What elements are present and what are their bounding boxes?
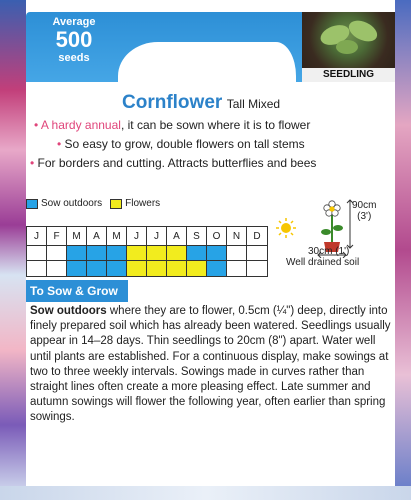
sowing-calendar [26, 226, 268, 277]
calendar-cell [207, 246, 226, 261]
calendar-month-label: J [127, 227, 146, 246]
seed-count-badge [36, 12, 112, 78]
calendar-cell [27, 246, 46, 261]
instructions-text: where they are to flower, 0.5cm (¼") deep, directly into finely prepared soil which has already been watered. Seedlings usually appear in 14–28 days. Thin seedlings to 20cm (8") apart. Water well until plants are established. For a continuous display, make sowings at two to three weekly intervals. Sowings made in curves rather than straight lines often create a more pleasing effect. Late summer and autumn sowings will flower the following year, often earlier than spring sowings. [30, 305, 391, 424]
spread-label: 30cm (1') [308, 246, 350, 257]
calendar-cell [107, 246, 126, 261]
calendar-cell [187, 261, 206, 276]
legend-sow-label: Sow outdoors [41, 198, 103, 209]
packet-bottom-edge [0, 486, 411, 500]
calendar-month-col [107, 227, 127, 276]
plant-size-diagram [272, 198, 394, 288]
legend-flowers [110, 198, 160, 209]
badge-label-top: Average [52, 16, 96, 28]
calendar-month-col [67, 227, 87, 276]
calendar-cell [47, 261, 66, 276]
product-title [122, 92, 280, 114]
calendar-cell [227, 261, 246, 276]
sow-swatch [26, 199, 38, 209]
bullet-icon: • [34, 118, 39, 132]
calendar-cell [87, 246, 106, 261]
flower-border-left [0, 0, 26, 500]
calendar-month-col [227, 227, 247, 276]
height-metric: 90cm [352, 200, 377, 211]
calendar-month-label: O [207, 227, 226, 246]
leaf-icon [336, 40, 358, 54]
calendar-cell [107, 261, 126, 276]
feature-list [30, 116, 392, 173]
calendar-month-label: M [67, 227, 86, 246]
soil-label: Well drained soil [286, 257, 360, 268]
feature-item [30, 154, 392, 173]
calendar-month-label: J [147, 227, 166, 246]
feature-item [30, 135, 392, 154]
calendar-month-label: N [227, 227, 246, 246]
calendar-cell [127, 261, 146, 276]
calendar-month-label: A [87, 227, 106, 246]
calendar-month-col [187, 227, 207, 276]
bullet-icon: • [57, 137, 62, 151]
seedling-label: SEEDLING [302, 68, 395, 82]
calendar-month-col [127, 227, 147, 276]
calendar-month-col [167, 227, 187, 276]
feature-text: For borders and cutting. Attracts butterflies and bees [37, 156, 317, 170]
calendar-cell [27, 261, 46, 276]
calendar-month-col [207, 227, 227, 276]
seed-count: 500 [55, 27, 93, 52]
badge-label-bottom: seeds [58, 52, 90, 64]
calendar-month-label: J [27, 227, 46, 246]
calendar-month-col [87, 227, 107, 276]
feature-text: So easy to grow, double flowers on tall stems [64, 137, 305, 151]
calendar-cell [67, 261, 86, 276]
legend-sow [26, 198, 102, 209]
bullet-icon: • [30, 156, 35, 170]
legend-flowers-label: Flowers [125, 198, 161, 209]
calendar-cell [147, 261, 166, 276]
sun-icon [276, 218, 296, 238]
height-label [352, 200, 376, 222]
calendar-month-label: F [47, 227, 66, 246]
calendar-cell [127, 246, 146, 261]
calendar-cell [247, 261, 267, 276]
calendar-month-label: M [107, 227, 126, 246]
flower-icon [321, 201, 343, 252]
calendar-cell [207, 261, 226, 276]
top-band-curve [118, 42, 296, 82]
calendar-cell [187, 246, 206, 261]
calendar-legend [26, 198, 168, 209]
calendar-month-col [247, 227, 267, 276]
flowers-swatch [110, 199, 122, 209]
calendar-cell [87, 261, 106, 276]
feature-item [30, 116, 392, 135]
sow-grow-heading: To Sow & Grow [26, 280, 128, 302]
feature-highlight: A hardy annual [40, 118, 121, 132]
calendar-cell [247, 246, 267, 261]
calendar-cell [167, 261, 186, 276]
seedling-photo [302, 12, 395, 82]
feature-text: , it can be sown where it is to flower [120, 118, 311, 132]
calendar-month-label: S [187, 227, 206, 246]
plant-name: Cornflower [122, 92, 223, 113]
calendar-cell [167, 246, 186, 261]
calendar-cell [67, 246, 86, 261]
calendar-month-col [47, 227, 67, 276]
calendar-cell [147, 246, 166, 261]
height-imperial: (3') [357, 211, 372, 222]
calendar-cell [47, 246, 66, 261]
sowing-instructions [30, 304, 392, 426]
variety-name: Tall Mixed [226, 97, 281, 111]
calendar-month-col [147, 227, 167, 276]
calendar-month-label: A [167, 227, 186, 246]
calendar-cell [227, 246, 246, 261]
calendar-month-col [27, 227, 47, 276]
calendar-month-label: D [247, 227, 267, 246]
instructions-lead: Sow outdoors [30, 305, 107, 317]
seed-packet-back [26, 12, 395, 486]
flower-border-right [395, 0, 411, 500]
